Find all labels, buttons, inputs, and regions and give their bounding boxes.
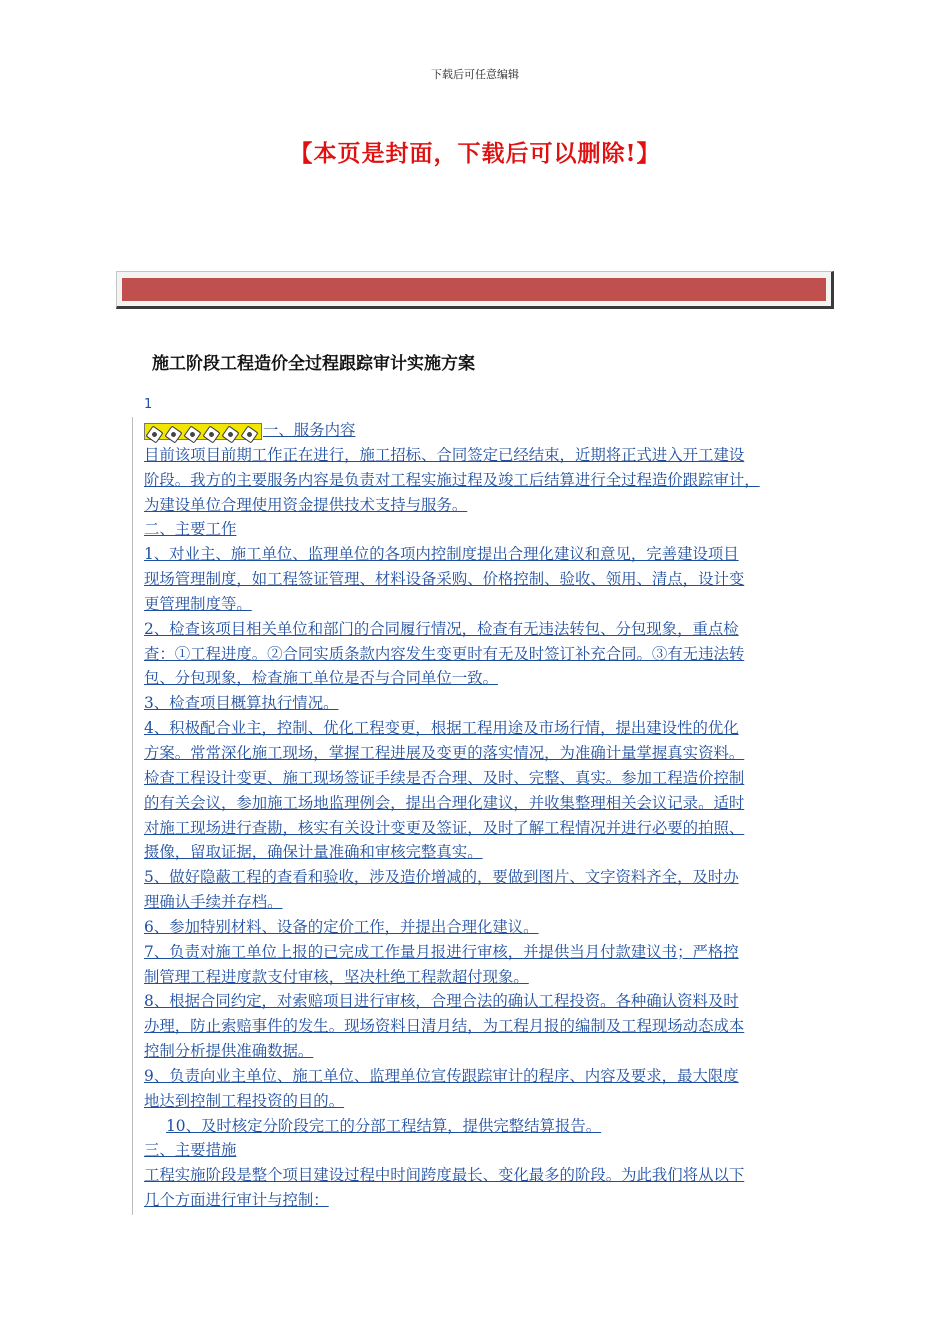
section-heading-measures[interactable]: 三、主要措施 xyxy=(144,1141,237,1160)
body-text[interactable]: 对施工现场进行查勘，核实有关设计变更及签证，及时了解工程情况并进行必要的拍照、 xyxy=(144,818,745,837)
body-text[interactable]: 查：①工程进度。②合同实质条款内容发生变更时有无及时签订补充合同。③有无违法转 xyxy=(144,644,745,663)
body-line[interactable] xyxy=(144,965,820,990)
body-line[interactable] xyxy=(144,816,820,841)
body-line[interactable] xyxy=(144,567,820,592)
section-heading-line[interactable] xyxy=(144,418,820,443)
body-line[interactable] xyxy=(144,865,820,890)
section-heading-line[interactable] xyxy=(144,1138,820,1163)
body-line[interactable] xyxy=(144,468,820,493)
body-text[interactable]: 10、及时核定分阶段完工的分部工程结算，提供完整结算报告。 xyxy=(166,1116,602,1135)
body-line[interactable] xyxy=(144,989,820,1014)
body-text[interactable]: 5、做好隐蔽工程的查看和验收，涉及造价增减的，要做到图片、文字资料齐全，及时办 xyxy=(144,868,739,887)
document-title: 施工阶段工程造价全过程跟踪审计实施方案 xyxy=(152,354,475,374)
decorative-banner xyxy=(116,271,834,309)
body-line[interactable] xyxy=(144,542,820,567)
body-line[interactable] xyxy=(144,617,820,642)
body-text[interactable]: 6、参加特别材料、设备的定价工作，并提出合理化建议。 xyxy=(144,917,539,936)
body-text[interactable]: 4、积极配合业主，控制、优化工程变更，根据工程用途及市场行情，提出建设性的优化 xyxy=(144,719,739,738)
body-text[interactable]: 8、根据合同约定，对索赔项目进行审核，合理合法的确认工程投资。各种确认资料及时 xyxy=(144,992,739,1011)
body-line[interactable] xyxy=(144,592,820,617)
page-marker: 1 xyxy=(144,397,153,412)
body-text[interactable]: 2、检查该项目相关单位和部门的合同履行情况，检查有无违法转包、分包现象，重点检 xyxy=(144,619,739,638)
body-text[interactable]: 地达到控制工程投资的目的。 xyxy=(144,1091,345,1110)
link-icon xyxy=(221,425,239,443)
link-icon xyxy=(164,425,182,443)
body-text[interactable]: 现场管理制度，如工程签证管理、材料设备采购、价格控制、验收、领用、清点，设计变 xyxy=(144,570,745,589)
body-line[interactable] xyxy=(144,1163,820,1188)
body-line[interactable] xyxy=(144,666,820,691)
body-text[interactable]: 控制分析提供准确数据。 xyxy=(144,1042,314,1061)
body-text[interactable]: 方案。常常深化施工现场，掌握工程进展及变更的落实情况，为准确计量掌握真实资料。 xyxy=(144,743,745,762)
body-text[interactable]: 工程实施阶段是整个项目建设过程中时间跨度最长、变化最多的阶段。为此我们将从以下 xyxy=(144,1166,745,1185)
body-text[interactable]: 阶段。我方的主要服务内容是负责对工程实施过程及竣工后结算进行全过程造价跟踪审计， xyxy=(144,470,760,489)
body-text[interactable]: 目前该项目前期工作正在进行，施工招标、合同签定已经结束，近期将正式进入开工建设 xyxy=(144,445,745,464)
banner-red-bar xyxy=(122,278,826,301)
section-heading-service[interactable]: 一、服务内容 xyxy=(263,421,356,439)
body-text[interactable]: 制管理工程进度款支付审核，坚决杜绝工程款超付现象。 xyxy=(144,967,529,986)
body-line[interactable] xyxy=(144,443,820,468)
body-line[interactable] xyxy=(144,493,820,518)
body-text[interactable]: 的有关会议，参加施工场地监理例会，提出合理化建议，并收集整理相关会议记录。适时 xyxy=(144,793,745,812)
body-line[interactable] xyxy=(144,716,820,741)
body-text[interactable]: 9、负责向业主单位、施工单位、监理单位宣传跟踪审计的程序、内容及要求，最大限度 xyxy=(144,1066,739,1085)
body-line[interactable] xyxy=(144,691,820,716)
body-line[interactable] xyxy=(144,1014,820,1039)
body-line[interactable] xyxy=(144,940,820,965)
body-line[interactable] xyxy=(144,1089,820,1114)
hyperlink-icon-strip[interactable] xyxy=(144,423,262,440)
body-text[interactable]: 理确认手续并存档。 xyxy=(144,893,283,912)
body-line[interactable] xyxy=(144,915,820,940)
body-text[interactable]: 7、负责对施工单位上报的已完成工作量月报进行审核，并提供当月付款建议书；严格控 xyxy=(144,942,739,961)
body-line[interactable] xyxy=(144,791,820,816)
body-line[interactable] xyxy=(144,766,820,791)
link-icon xyxy=(183,425,201,443)
body-text[interactable]: 包、分包现象，检查施工单位是否与合同单位一致。 xyxy=(144,669,498,688)
page-header: 下载后可任意编辑 xyxy=(431,68,519,81)
body-line[interactable] xyxy=(144,1188,820,1213)
cover-notice: 【本页是封面，下载后可以删除!】 xyxy=(289,140,661,167)
document-body xyxy=(144,418,820,1213)
body-line[interactable] xyxy=(144,741,820,766)
link-icon xyxy=(145,425,163,443)
body-text[interactable]: 检查工程设计变更、施工现场签证手续是否合理、及时、完整、真实。参加工程造价控制 xyxy=(144,768,745,787)
body-text[interactable]: 3、检查项目概算执行情况。 xyxy=(144,694,339,713)
left-margin-rule xyxy=(132,417,133,1215)
body-text[interactable]: 几个方面进行审计与控制： xyxy=(144,1191,329,1210)
body-line[interactable] xyxy=(144,890,820,915)
body-line[interactable] xyxy=(144,642,820,667)
section-heading-work[interactable]: 二、主要工作 xyxy=(144,520,237,539)
body-text[interactable]: 1、对业主、施工单位、监理单位的各项内控制度提出合理化建议和意见，完善建设项目 xyxy=(144,545,739,564)
body-text[interactable]: 摄像，留取证据，确保计量准确和审核完整真实。 xyxy=(144,843,483,862)
link-icon xyxy=(240,425,258,443)
body-line[interactable] xyxy=(144,840,820,865)
section-heading-line[interactable] xyxy=(144,517,820,542)
body-text[interactable]: 为建设单位合理使用资金提供技术支持与服务。 xyxy=(144,495,468,514)
body-line[interactable] xyxy=(144,1064,820,1089)
body-text[interactable]: 办理，防止索赔事件的发生。现场资料日清月结，为工程月报的编制及工程现场动态成本 xyxy=(144,1017,745,1036)
body-line[interactable] xyxy=(144,1039,820,1064)
body-text[interactable]: 更管理制度等。 xyxy=(144,594,252,613)
body-line[interactable] xyxy=(144,1114,820,1139)
link-icon xyxy=(202,425,220,443)
